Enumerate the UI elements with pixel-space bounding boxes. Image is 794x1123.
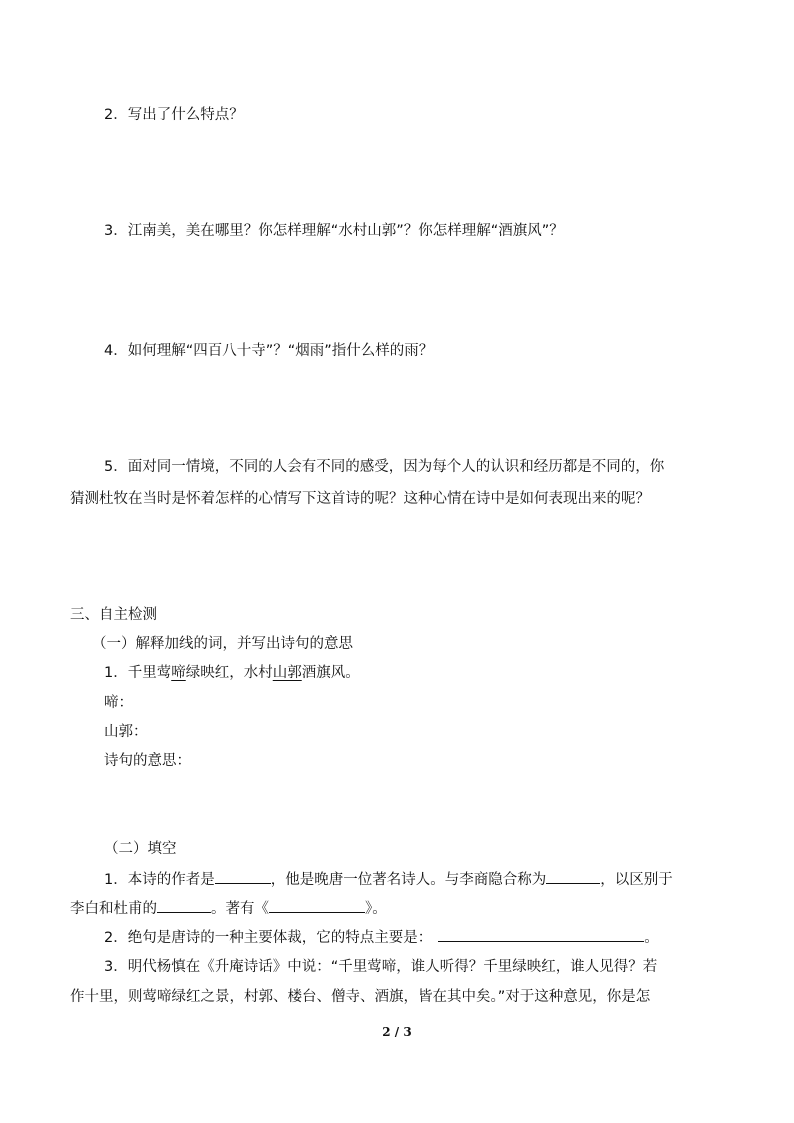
question-4: 4．如何理解“四百八十寺”？“烟雨”指什么样的雨？: [104, 343, 434, 359]
blank-libai-dufu[interactable]: [157, 898, 211, 913]
blank-book[interactable]: [269, 898, 365, 913]
section-3-title: 三、自主检测: [70, 607, 157, 623]
underlined-word-shanguo: 山郭: [272, 665, 302, 681]
fill-2: 2．绝句是唐诗的一种主要体裁，它的特点主要是： 。: [104, 927, 659, 948]
poem-text-mid: 绿映红，水村: [185, 665, 273, 681]
item-ti: 啼：: [104, 695, 133, 711]
page-number: 2 / 3: [382, 1025, 412, 1039]
fill-3-line-1: 3．明代杨慎在《升庵诗话》中说：“千里莺啼，谁人听得？千里绿映红，谁人见得？若: [104, 959, 658, 975]
part-1-title: （一）解释加线的词，并写出诗句的意思: [92, 636, 353, 652]
fill-1-line-1: 1．本诗的作者是 ，他是晚唐一位著名诗人。与李商隐合称为 ，以区别于: [104, 869, 673, 890]
blank-joint-name[interactable]: [546, 869, 600, 884]
item-poem-meaning: 诗句的意思：: [104, 753, 191, 769]
blank-author[interactable]: [215, 869, 271, 884]
question-5-line-1: 5．面对同一情境，不同的人会有不同的感受，因为每个人的认识和经历都是不同的，你: [104, 459, 665, 475]
underlined-word-ti: 啼: [171, 665, 186, 681]
question-3: 3．江南美，美在哪里？你怎样理解“水村山郭”？你怎样理解“酒旗风”？: [104, 223, 564, 239]
poem-text-pre: 1．千里莺: [104, 665, 172, 681]
blank-jueju-feature[interactable]: [438, 927, 644, 942]
question-2: 2．写出了什么特点？: [104, 107, 244, 123]
part-2-title: （二）填空: [104, 841, 177, 857]
fill-1-line-2: 李白和杜甫的 。著有《 》。: [70, 898, 387, 919]
item-shanguo: 山郭：: [104, 724, 148, 740]
question-5-line-2: 猜测杜牧在当时是怀着怎样的心情写下这首诗的呢？这种心情在诗中是如何表现出来的呢？: [70, 491, 650, 507]
fill-3-line-2: 作十里，则莺啼绿红之景，村郭、楼台、僧寺、酒旗，皆在其中矣。”对于这种意见，你是怎: [70, 989, 651, 1005]
poem-text-post: 酒旗风。: [301, 665, 360, 681]
poem-line: [104, 663, 360, 683]
